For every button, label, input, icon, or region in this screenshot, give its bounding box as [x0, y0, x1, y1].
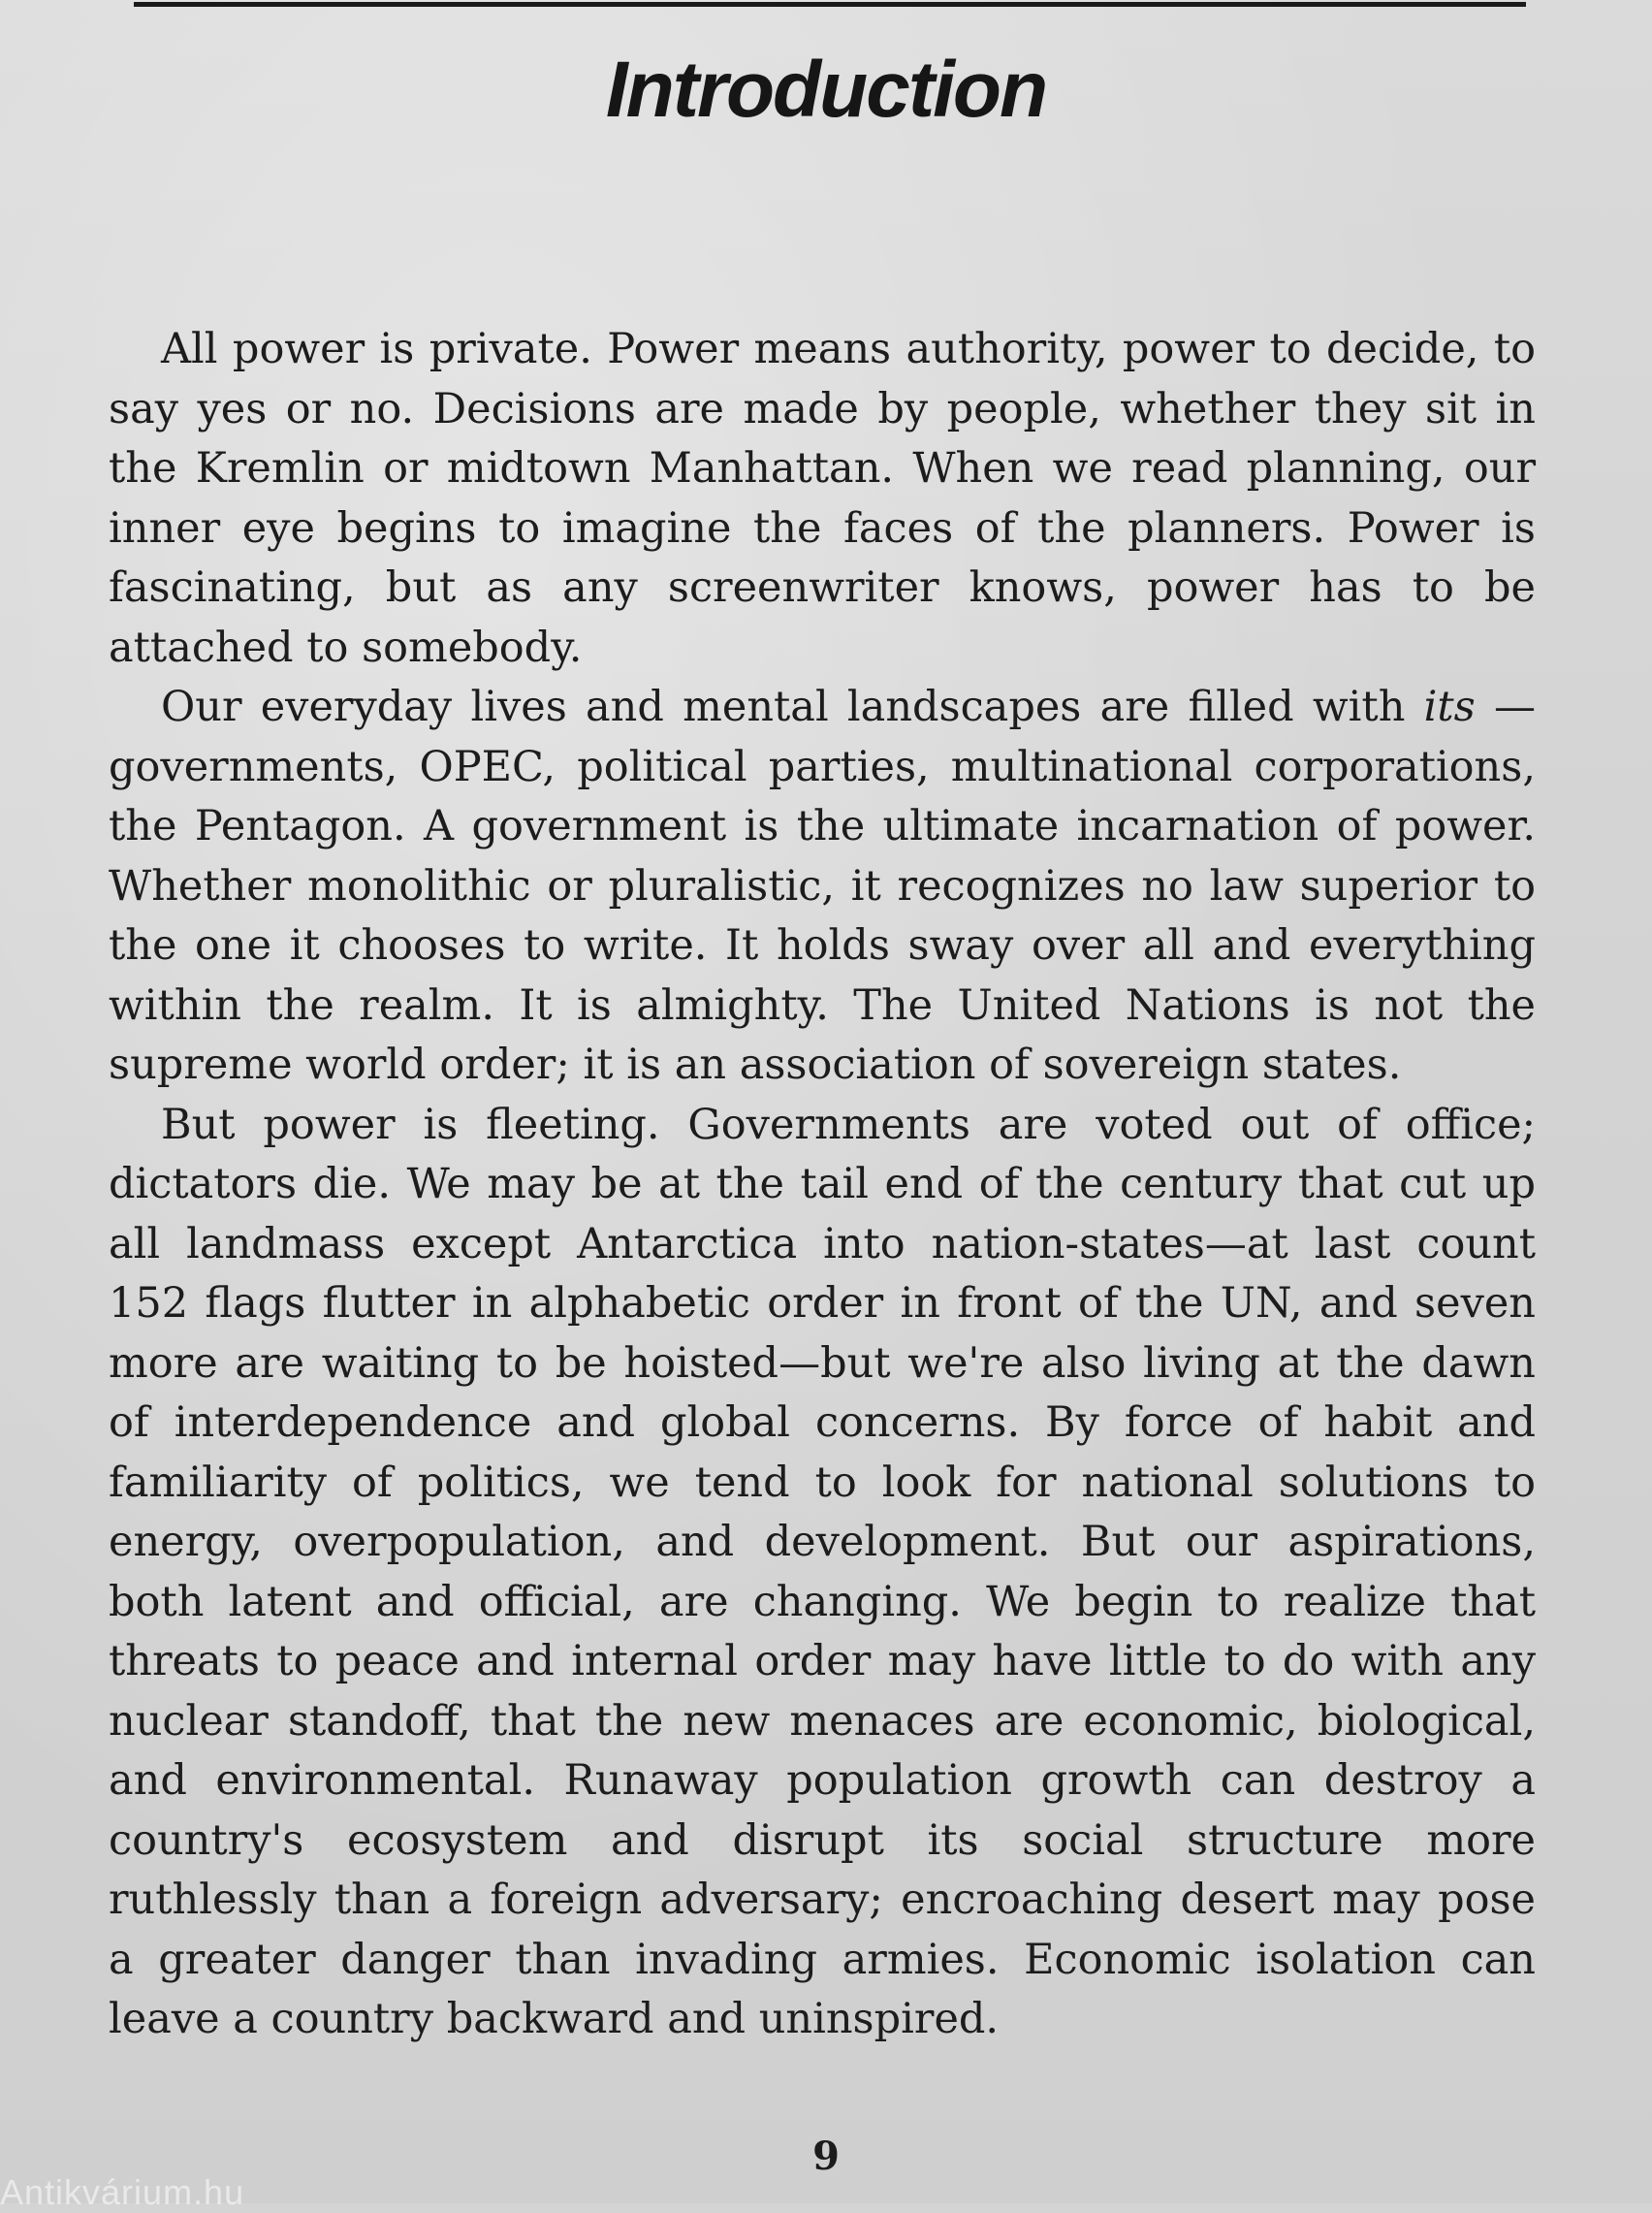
- top-rule: [134, 2, 1526, 7]
- paragraph-2-text-start: Our everyday lives and mental landscapes are filled with: [161, 683, 1424, 731]
- paragraph-1-text: All power is private. Power means authority, power to decide, to say yes or no. Decisions are made by people, whether they sit in the Kremlin or midtown Manhattan. When we read planning, our inner eye begins to imagine the faces of the planners. Power is fascinating, but as any screenwriter knows, power has to be attached to somebody.: [109, 325, 1536, 672]
- paragraph-3: [109, 1096, 1536, 2050]
- chapter-title: Introduction: [605, 46, 1047, 134]
- paragraph-1: [109, 320, 1536, 678]
- body-text: [109, 320, 1536, 2050]
- watermark: Antikvárium.hu: [0, 2172, 245, 2212]
- paragraph-2-text-end: —governments, OPEC, political parties, multinational corporations, the Pentagon. A government is the ultimate incarnation of power. Whether monolithic or pluralistic, it recognizes no law superior to the one it chooses to write. It holds sway over all and everything within the realm. It is almighty. The United Nations is not the supreme world order; it is an association of sovereign states.: [109, 683, 1536, 1089]
- paragraph-2: [109, 678, 1536, 1096]
- page-number: 9: [812, 2133, 840, 2179]
- paragraph-2-emphasis: its: [1423, 683, 1476, 731]
- paragraph-3-text: But power is fleeting. Governments are voted out of office; dictators die. We may be at the tail end of the century that cut up all landmass except Antarctica into nation-states—at last count 152 flags flutter in alphabetic order in front of the UN, and seven more are waiting to be hoisted—but we're also living at the dawn of interdependence and global concerns. By force of habit and familiarity of politics, we tend to look for national solutions to energy, overpopulation, and development. But our aspirations, both latent and official, are changing. We begin to realize that threats to peace and internal order may have little to do with any nuclear standoff, that the new menaces are economic, biological, and environmental. Runaway population growth can destroy a country's ecosystem and disrupt its social structure more ruthlessly than a foreign adversary; encroaching desert may pose a greater danger than invading armies. Economic isolation can leave a country backward and uninspired.: [109, 1100, 1536, 2043]
